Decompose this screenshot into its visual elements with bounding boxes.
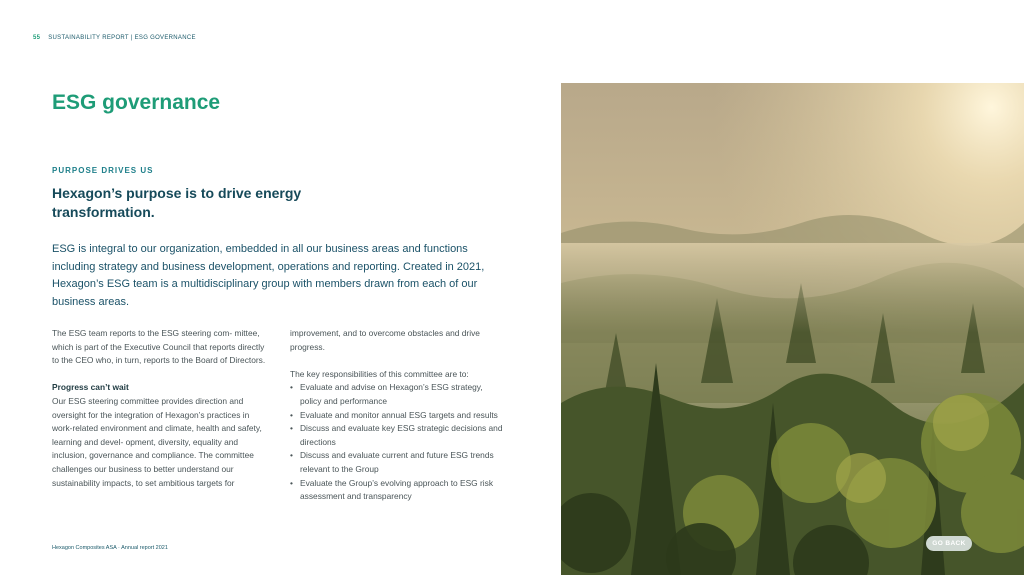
steering-committee-paragraph: Our ESG steering committee provides direction and oversight for the integration of Hexagon’s practices in work-related environment and climate, health and safety, learning and devel- opment, diversity, equality and inclusion, governance and compliance. The committee challenges our business to better understand our sustainability impacts, to set ambitious targets for — [52, 395, 262, 488]
section-kicker: PURPOSE DRIVES US — [52, 166, 154, 175]
forest-photo — [561, 83, 1024, 575]
intro-paragraph: ESG is integral to our organization, embedded in all our business areas and functions including strategy and business development, operations and reporting. Created in 2021, Hexagon’s ESG team is a multidisciplinary group with members drawn from each of our business areas. — [52, 243, 485, 308]
list-item: • Evaluate and monitor annual ESG targets and results — [290, 409, 505, 423]
list-item: • Discuss and evaluate current and future ESG trends relevant to the Group — [290, 449, 505, 476]
responsibilities-intro: The key responsibilities of this committee are to: — [290, 368, 469, 379]
section-label: SUSTAINABILITY REPORT | ESG GOVERNANCE — [48, 35, 196, 41]
page-footer: Hexagon Composites ASA · Annual report 2021 — [52, 545, 168, 551]
page-number: 55 — [33, 35, 41, 41]
running-header — [33, 35, 196, 41]
reporting-paragraph: The ESG team reports to the ESG steering com- mittee, which is part of the Executive Council that reports directly to the CEO who, in turn, reports to the Board of Directors. — [52, 328, 266, 366]
continuation-paragraph: improvement, and to overcome obstacles and drive progress. — [290, 328, 480, 352]
list-item: • Evaluate and advise on Hexagon’s ESG strategy, policy and performance — [290, 381, 505, 408]
list-item: • Discuss and evaluate key ESG strategic decisions and directions — [290, 422, 505, 449]
text-column-right — [290, 327, 505, 504]
list-item: • Evaluate the Group’s evolving approach to ESG risk assessment and transparency — [290, 477, 505, 504]
responsibilities-list — [290, 381, 505, 503]
progress-subheading: Progress can’t wait — [52, 382, 129, 393]
text-column-left — [52, 327, 267, 504]
page-title: ESG governance — [52, 91, 221, 114]
purpose-headline: Hexagon’s purpose is to drive energy transformation. — [52, 185, 302, 220]
go-back-button[interactable]: GO BACK — [926, 536, 972, 551]
